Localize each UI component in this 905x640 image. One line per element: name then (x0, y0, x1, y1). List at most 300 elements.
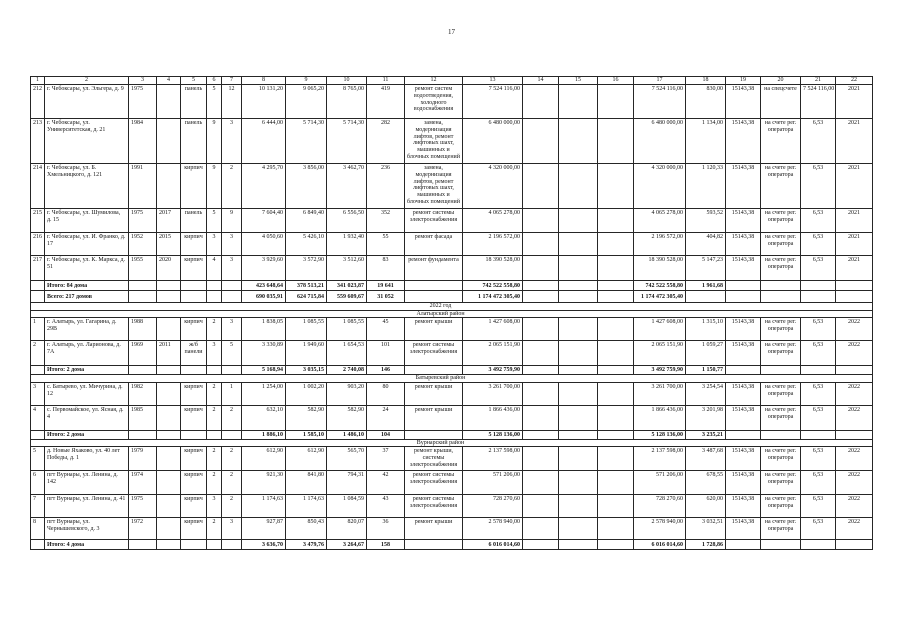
cell-col-5: кирпич (181, 405, 207, 430)
cell-col-17: 742 522 558,80 (634, 281, 686, 291)
cell-col-3: 1991 (129, 164, 157, 209)
cell-col-4 (157, 281, 181, 291)
cell-col-14 (523, 471, 559, 495)
total-row (31, 366, 873, 375)
cell-col-16 (598, 382, 634, 405)
section-row (31, 374, 873, 382)
cell-col-6: 9 (207, 164, 222, 209)
cell-col-20: на спецсчете (761, 85, 801, 119)
cell-col-22: 2021 (836, 85, 873, 119)
cell-col-14 (523, 85, 559, 119)
cell-col-20 (761, 366, 801, 375)
cell-col-4 (157, 164, 181, 209)
cell-col-6: 3 (207, 233, 222, 256)
cell-col-9: 624 715,84 (286, 291, 327, 303)
cell-col-10: 1 486,10 (327, 430, 367, 439)
row-number-cell: 2 (31, 341, 45, 366)
cell-col-18: 3 032,51 (686, 518, 726, 540)
cell-col-19: 15143,38 (726, 209, 761, 233)
cell-col-20: на счете рег. оператора (761, 318, 801, 341)
cell-col-22: 2022 (836, 495, 873, 518)
section-heading: Батыревский район (31, 374, 873, 382)
cell-col-8: 4 050,60 (242, 233, 286, 256)
cell-col-20 (761, 291, 801, 303)
cell-col-16 (598, 430, 634, 439)
cell-col-11: 42 (367, 471, 405, 495)
cell-col-19 (726, 540, 761, 550)
cell-col-15 (559, 119, 598, 164)
cell-col-19: 15143,38 (726, 471, 761, 495)
cell-col-18: 1 315,10 (686, 318, 726, 341)
cell-col-22 (836, 291, 873, 303)
cell-col-10: 2 740,08 (327, 366, 367, 375)
cell-col-11: 236 (367, 164, 405, 209)
address-cell: пгт Вурнары, ул. Ленина, д. 142 (45, 471, 129, 495)
cell-col-4 (157, 318, 181, 341)
cell-col-13: 742 522 558,80 (463, 281, 523, 291)
cell-col-5 (181, 540, 207, 550)
cell-col-22 (836, 540, 873, 550)
column-number-cell: 2 (45, 77, 129, 85)
cell-col-22 (836, 430, 873, 439)
cell-col-16 (598, 447, 634, 471)
cell-col-19: 15143,38 (726, 256, 761, 281)
cell-col-10: 1 084,59 (327, 495, 367, 518)
cell-col-4: 2011 (157, 341, 181, 366)
cell-col-4 (157, 291, 181, 303)
row-number-cell: 7 (31, 495, 45, 518)
cell-col-15 (559, 291, 598, 303)
cell-col-17: 1 866 436,00 (634, 405, 686, 430)
cell-col-19 (726, 281, 761, 291)
cell-col-19: 15143,38 (726, 164, 761, 209)
row-number-cell: 213 (31, 119, 45, 164)
cell-col-20 (761, 430, 801, 439)
table-row (31, 341, 873, 366)
table-row (31, 447, 873, 471)
cell-col-11: 80 (367, 382, 405, 405)
cell-col-16 (598, 366, 634, 375)
cell-col-16 (598, 405, 634, 430)
column-number-cell: 8 (242, 77, 286, 85)
cell-col-19: 15143,38 (726, 495, 761, 518)
cell-col-7: 9 (222, 209, 242, 233)
address-cell: г. Чебоксары, ул. Эльгера, д. 9 (45, 85, 129, 119)
cell-col-17: 1 427 608,00 (634, 318, 686, 341)
cell-col-13: 3 492 759,90 (463, 366, 523, 375)
cell-col-13: 5 128 136,00 (463, 430, 523, 439)
cell-col-13: 3 261 700,00 (463, 382, 523, 405)
cell-col-21: 6,53 (801, 233, 836, 256)
total-row (31, 430, 873, 439)
cell-col-17: 4 065 278,00 (634, 209, 686, 233)
cell-col-8: 1 838,05 (242, 318, 286, 341)
cell-col-6: 2 (207, 318, 222, 341)
cell-col-9: 582,90 (286, 405, 327, 430)
cell-col-14 (523, 447, 559, 471)
cell-col-20: на счете рег. оператора (761, 119, 801, 164)
cell-col-6 (207, 366, 222, 375)
cell-col-11: 45 (367, 318, 405, 341)
cell-col-16 (598, 341, 634, 366)
cell-col-7: 2 (222, 495, 242, 518)
cell-col-16 (598, 318, 634, 341)
cell-col-13: 18 390 528,00 (463, 256, 523, 281)
cell-col-12: ремонт крыши (405, 382, 463, 405)
row-number-cell: 4 (31, 405, 45, 430)
cell-col-7: 1 (222, 382, 242, 405)
cell-col-17: 2 065 151,90 (634, 341, 686, 366)
cell-col-15 (559, 366, 598, 375)
column-number-cell: 7 (222, 77, 242, 85)
cell-col-16 (598, 518, 634, 540)
cell-col-14 (523, 119, 559, 164)
cell-col-6: 2 (207, 518, 222, 540)
cell-col-12: ремонт фасада (405, 233, 463, 256)
cell-col-13: 6 016 014,60 (463, 540, 523, 550)
cell-col-3: 1972 (129, 518, 157, 540)
cell-col-22: 2022 (836, 341, 873, 366)
cell-col-18: 1 728,86 (686, 540, 726, 550)
cell-col-6: 2 (207, 382, 222, 405)
cell-col-17: 18 390 528,00 (634, 256, 686, 281)
row-number-cell: 215 (31, 209, 45, 233)
cell-col-5 (181, 281, 207, 291)
cell-col-4 (157, 366, 181, 375)
cell-col-21: 6,53 (801, 119, 836, 164)
cell-col-15 (559, 430, 598, 439)
cell-col-6: 4 (207, 256, 222, 281)
cell-col-6: 9 (207, 119, 222, 164)
cell-col-18: 3 201,98 (686, 405, 726, 430)
cell-col-15 (559, 209, 598, 233)
cell-col-13: 6 480 000,00 (463, 119, 523, 164)
cell-col-21: 7 524 116,00 (801, 85, 836, 119)
cell-col-18: 3 235,21 (686, 430, 726, 439)
cell-col-4 (157, 382, 181, 405)
cell-col-16 (598, 164, 634, 209)
cell-col-9: 5 426,10 (286, 233, 327, 256)
cell-col-20: на счете рег. оператора (761, 447, 801, 471)
cell-col-5: кирпич (181, 164, 207, 209)
cell-col-12: замена, модернизация лифтов, ремонт лифтовых шахт, машинных и блочных помещений (405, 119, 463, 164)
cell-col-18: 593,52 (686, 209, 726, 233)
cell-col-5 (181, 430, 207, 439)
cell-col-9: 6 849,40 (286, 209, 327, 233)
cell-col-21 (801, 291, 836, 303)
cell-col-17: 2 196 572,00 (634, 233, 686, 256)
address-cell: г. Чебоксары, ул. Шумилова, д. 15 (45, 209, 129, 233)
cell-col-21 (801, 366, 836, 375)
cell-col-5: кирпич (181, 471, 207, 495)
section-row (31, 303, 873, 311)
cell-col-5: кирпич (181, 256, 207, 281)
cell-col-20 (761, 281, 801, 291)
cell-col-12: ремонт системы электроснабжения (405, 495, 463, 518)
cell-col-6: 3 (207, 495, 222, 518)
cell-col-10: 3 512,60 (327, 256, 367, 281)
cell-col-3: 1975 (129, 209, 157, 233)
cell-col-13: 4 320 000,00 (463, 164, 523, 209)
column-number-cell: 18 (686, 77, 726, 85)
cell-col-15 (559, 518, 598, 540)
cell-col-8: 3 929,60 (242, 256, 286, 281)
cell-col-18: 678,55 (686, 471, 726, 495)
cell-col-16 (598, 85, 634, 119)
cell-col-12: ремонт фундамента (405, 256, 463, 281)
row-number-cell: 1 (31, 318, 45, 341)
cell-col-14 (523, 430, 559, 439)
cell-col-6: 5 (207, 209, 222, 233)
cell-col-22: 2021 (836, 119, 873, 164)
table-row (31, 471, 873, 495)
cell-col-12: замена, модернизация лифтов, ремонт лифтовых шахт, машинных и блочных помещений (405, 164, 463, 209)
cell-col-16 (598, 233, 634, 256)
cell-col-3 (129, 281, 157, 291)
cell-col-11: 101 (367, 341, 405, 366)
cell-col-10: 1 085,55 (327, 318, 367, 341)
cell-col-4 (157, 405, 181, 430)
cell-col-9: 3 479,76 (286, 540, 327, 550)
cell-col-17: 5 128 136,00 (634, 430, 686, 439)
table-row (31, 85, 873, 119)
column-number-cell: 13 (463, 77, 523, 85)
column-number-cell: 19 (726, 77, 761, 85)
cell-col-14 (523, 281, 559, 291)
cell-col-12 (405, 291, 463, 303)
cell-col-15 (559, 256, 598, 281)
cell-col-22: 2022 (836, 382, 873, 405)
cell-col-15 (559, 447, 598, 471)
column-number-cell: 20 (761, 77, 801, 85)
cell-col-9: 1 585,10 (286, 430, 327, 439)
cell-col-11: 352 (367, 209, 405, 233)
cell-col-9: 378 513,21 (286, 281, 327, 291)
cell-col-8: 921,30 (242, 471, 286, 495)
cell-col-5: панель (181, 119, 207, 164)
cell-col-21: 6,53 (801, 495, 836, 518)
cell-col-13: 728 270,60 (463, 495, 523, 518)
total-label: Итого: 4 дома (45, 540, 129, 550)
cell-col-8: 6 444,00 (242, 119, 286, 164)
cell-col-21: 6,53 (801, 164, 836, 209)
cell-col-8: 3 330,89 (242, 341, 286, 366)
column-number-cell: 1 (31, 77, 45, 85)
cell-col-18: 404,82 (686, 233, 726, 256)
cell-col-14 (523, 495, 559, 518)
cell-col-6: 5 (207, 85, 222, 119)
cell-col-8: 927,87 (242, 518, 286, 540)
cell-col-3: 1975 (129, 495, 157, 518)
address-cell: г. Алатырь, ул. Ларионова, д. 7А (45, 341, 129, 366)
cell-col-17: 6 016 014,60 (634, 540, 686, 550)
cell-col-12: ремонт крыши (405, 318, 463, 341)
column-number-cell: 9 (286, 77, 327, 85)
cell-col-10: 903,20 (327, 382, 367, 405)
cell-col-12: ремонт крыши (405, 518, 463, 540)
cell-col-21 (801, 540, 836, 550)
cell-col-19 (726, 366, 761, 375)
cell-col-14 (523, 341, 559, 366)
cell-col-15 (559, 471, 598, 495)
cell-col-17: 7 524 116,00 (634, 85, 686, 119)
cell-col-8: 10 131,20 (242, 85, 286, 119)
cell-col-12: ремонт крыши (405, 405, 463, 430)
cell-col-7: 2 (222, 164, 242, 209)
cell-col-13: 2 196 572,00 (463, 233, 523, 256)
total-row (31, 281, 873, 291)
cell-col-8: 1 254,00 (242, 382, 286, 405)
row-number-cell: 217 (31, 256, 45, 281)
cell-col-10: 559 609,67 (327, 291, 367, 303)
page-number: 17 (448, 28, 455, 36)
column-number-cell: 3 (129, 77, 157, 85)
cell-col-13: 2 065 151,90 (463, 341, 523, 366)
cell-col-17: 3 492 759,90 (634, 366, 686, 375)
cell-col-21: 6,53 (801, 405, 836, 430)
cell-col-7 (222, 281, 242, 291)
cell-col-15 (559, 495, 598, 518)
cell-col-4 (157, 430, 181, 439)
cell-col-8: 632,10 (242, 405, 286, 430)
cell-col-18: 1 961,68 (686, 281, 726, 291)
cell-col-19: 15143,38 (726, 318, 761, 341)
cell-col-3 (129, 366, 157, 375)
cell-col-7: 3 (222, 518, 242, 540)
cell-col-11: 37 (367, 447, 405, 471)
cell-col-18: 3 487,68 (686, 447, 726, 471)
cell-col-15 (559, 318, 598, 341)
cell-col-21: 6,53 (801, 382, 836, 405)
cell-col-14 (523, 540, 559, 550)
cell-col-15 (559, 281, 598, 291)
cell-col-5: кирпич (181, 318, 207, 341)
column-number-cell: 10 (327, 77, 367, 85)
cell-col-10: 565,70 (327, 447, 367, 471)
cell-col-8: 612,90 (242, 447, 286, 471)
cell-col-19: 15143,38 (726, 447, 761, 471)
cell-col-20: на счете рег. оператора (761, 405, 801, 430)
cell-col-13: 1 427 608,00 (463, 318, 523, 341)
cell-col-3 (129, 540, 157, 550)
cell-col-10: 3 264,67 (327, 540, 367, 550)
cell-col-19: 15143,38 (726, 405, 761, 430)
cell-col-16 (598, 119, 634, 164)
row-number-cell (31, 281, 45, 291)
cell-col-12 (405, 281, 463, 291)
cell-col-5: кирпич (181, 382, 207, 405)
cell-col-21: 6,53 (801, 471, 836, 495)
cell-col-3: 1982 (129, 382, 157, 405)
cell-col-22: 2022 (836, 518, 873, 540)
section-row (31, 439, 873, 447)
cell-col-9: 1 174,63 (286, 495, 327, 518)
cell-col-12: ремонт системы электроснабжения (405, 471, 463, 495)
cell-col-8: 4 295,70 (242, 164, 286, 209)
cell-col-17: 2 578 940,00 (634, 518, 686, 540)
table-row (31, 256, 873, 281)
cell-col-11: 55 (367, 233, 405, 256)
cell-col-3 (129, 291, 157, 303)
cell-col-20: на счете рег. оператора (761, 518, 801, 540)
cell-col-5: кирпич (181, 447, 207, 471)
column-number-cell: 12 (405, 77, 463, 85)
cell-col-4 (157, 447, 181, 471)
cell-col-19 (726, 430, 761, 439)
cell-col-12: ремонт систем водоотведения, холодного водоснабжения (405, 85, 463, 119)
cell-col-15 (559, 85, 598, 119)
cell-col-9: 841,80 (286, 471, 327, 495)
cell-col-9: 1 002,20 (286, 382, 327, 405)
cell-col-7: 3 (222, 119, 242, 164)
cell-col-7: 2 (222, 447, 242, 471)
cell-col-4: 2020 (157, 256, 181, 281)
cell-col-12 (405, 430, 463, 439)
cell-col-5: ж/б панели (181, 341, 207, 366)
total-row (31, 540, 873, 550)
cell-col-10: 1 932,40 (327, 233, 367, 256)
column-number-cell: 14 (523, 77, 559, 85)
cell-col-11: 282 (367, 119, 405, 164)
row-number-cell: 214 (31, 164, 45, 209)
cell-col-13: 1 174 472 305,40 (463, 291, 523, 303)
column-number-cell: 6 (207, 77, 222, 85)
cell-col-17: 6 480 000,00 (634, 119, 686, 164)
cell-col-11: 146 (367, 366, 405, 375)
cell-col-3: 1975 (129, 85, 157, 119)
cell-col-15 (559, 233, 598, 256)
cell-col-21 (801, 281, 836, 291)
cell-col-18: 1 134,00 (686, 119, 726, 164)
cell-col-5: панель (181, 85, 207, 119)
cell-col-7: 5 (222, 341, 242, 366)
cell-col-3: 1988 (129, 318, 157, 341)
section-heading: 2022 год (31, 303, 873, 311)
column-number-cell: 11 (367, 77, 405, 85)
column-number-cell: 21 (801, 77, 836, 85)
cell-col-4: 2017 (157, 209, 181, 233)
cell-col-7: 3 (222, 256, 242, 281)
cell-col-12: ремонт системы электроснабжения (405, 209, 463, 233)
cell-col-18: 830,00 (686, 85, 726, 119)
cell-col-10: 341 023,87 (327, 281, 367, 291)
row-number-cell (31, 366, 45, 375)
cell-col-14 (523, 405, 559, 430)
cell-col-7 (222, 366, 242, 375)
cell-col-14 (523, 318, 559, 341)
cell-col-11: 31 052 (367, 291, 405, 303)
cell-col-16 (598, 291, 634, 303)
table-row (31, 119, 873, 164)
cell-col-6 (207, 281, 222, 291)
cell-col-16 (598, 256, 634, 281)
cell-col-3: 1955 (129, 256, 157, 281)
cell-col-22: 2021 (836, 164, 873, 209)
cell-col-10: 820,07 (327, 518, 367, 540)
column-number-cell: 16 (598, 77, 634, 85)
cell-col-6: 3 (207, 341, 222, 366)
cell-col-13: 1 866 436,00 (463, 405, 523, 430)
column-number-cell: 4 (157, 77, 181, 85)
cell-col-10: 5 714,30 (327, 119, 367, 164)
cell-col-15 (559, 405, 598, 430)
cell-col-5 (181, 291, 207, 303)
cell-col-21: 6,53 (801, 318, 836, 341)
cell-col-22 (836, 366, 873, 375)
address-cell: с. Батырево, ул. Мичурина, д. 12 (45, 382, 129, 405)
cell-col-18: 620,00 (686, 495, 726, 518)
table-row (31, 233, 873, 256)
